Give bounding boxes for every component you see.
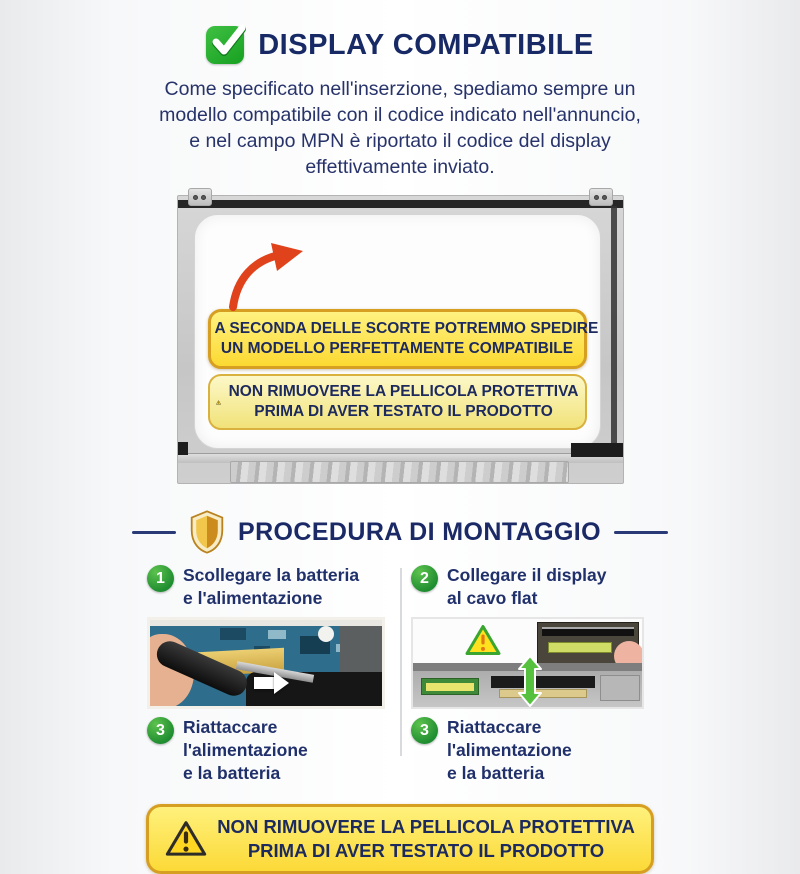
stock-notice [208,309,587,369]
footer-warning-text [217,815,635,863]
intro-line: modello compatibile con il codice indicato nell'annuncio, [0,102,800,128]
procedure-column-right [411,564,653,792]
panel-corner [178,442,188,455]
panel-right-edge [611,206,617,457]
film-warning-line: NON RIMUOVERE LA PELLICOLA PROTETTIVA [229,382,579,402]
page-title: DISPLAY COMPATIBILE [258,29,594,62]
panel-body [177,195,624,484]
step-number-badge: 2 [411,565,438,592]
step-2-label: Collegare il display al cavo flat [447,564,607,610]
step-1 [147,564,389,610]
step-2 [411,564,653,610]
warning-triangle-icon [216,388,221,417]
divider [132,531,176,534]
warning-triangle-icon [465,624,501,657]
green-double-arrow-icon [517,655,543,707]
panel-back-surface [194,214,601,449]
step-3-left [147,716,389,785]
footer-warning-banner [146,804,654,874]
panel-top-edge [178,200,623,208]
step-number-badge: 3 [411,717,438,744]
lcd-panel-photo [177,188,624,484]
intro-paragraph [0,76,800,180]
flat-cable-photo [411,617,644,709]
green-check-icon [206,26,244,64]
procedure-heading [0,510,800,554]
intro-line: e nel campo MPN è riportato il codice del display [0,128,800,154]
film-warning-line: PRIMA DI AVER TESTATO IL PRODOTTO [229,402,579,422]
pcb-connector [421,678,479,695]
white-arrow-icon [254,672,292,694]
procedure-steps [147,564,653,792]
step-3-left-label: Riattaccare l'alimentazione e la batteria [183,716,389,785]
step-1-label: Scollegare la batteria e l'alimentazione [183,564,359,610]
stock-notice-line: A SECONDA DELLE SCORTE POTREMMO SPEDIRE [215,319,580,339]
procedure-column-left [147,564,389,792]
step-3-right-label: Riattaccare l'alimentazione e la batteria [447,716,653,785]
stock-notice-line: UN MODELLO PERFETTAMENTE COMPATIBILE [215,339,580,359]
red-arrow-icon [221,241,307,311]
footer-warning-line: NON RIMUOVERE LA PELLICOLA PROTETTIVA [217,815,635,839]
intro-line: effettivamente inviato. [0,154,800,180]
intro-line: Come specificato nell'inserzione, spediamo sempre un [0,76,800,102]
divider [614,531,668,534]
procedure-title: PROCEDURA DI MONTAGGIO [238,518,601,547]
motherboard-battery-photo [147,617,385,709]
panel-foil-strip [230,461,569,483]
footer-warning-line: PRIMA DI AVER TESTATO IL PRODOTTO [217,839,635,863]
check-glyph [209,22,249,62]
column-divider [400,568,402,756]
panel-corner [571,443,623,457]
shield-icon [189,510,225,554]
mounting-bracket-icon [589,188,613,206]
step-number-badge: 3 [147,717,174,744]
warning-triangle-icon [165,820,207,858]
mounting-bracket-icon [188,188,212,206]
flat-cable-connector [491,676,595,688]
film-warning-notice [208,374,587,430]
step-3-right [411,716,653,785]
film-warning-text [229,382,579,422]
step-number-badge: 1 [147,565,174,592]
header [0,26,800,64]
connector-inset-photo [537,622,639,664]
